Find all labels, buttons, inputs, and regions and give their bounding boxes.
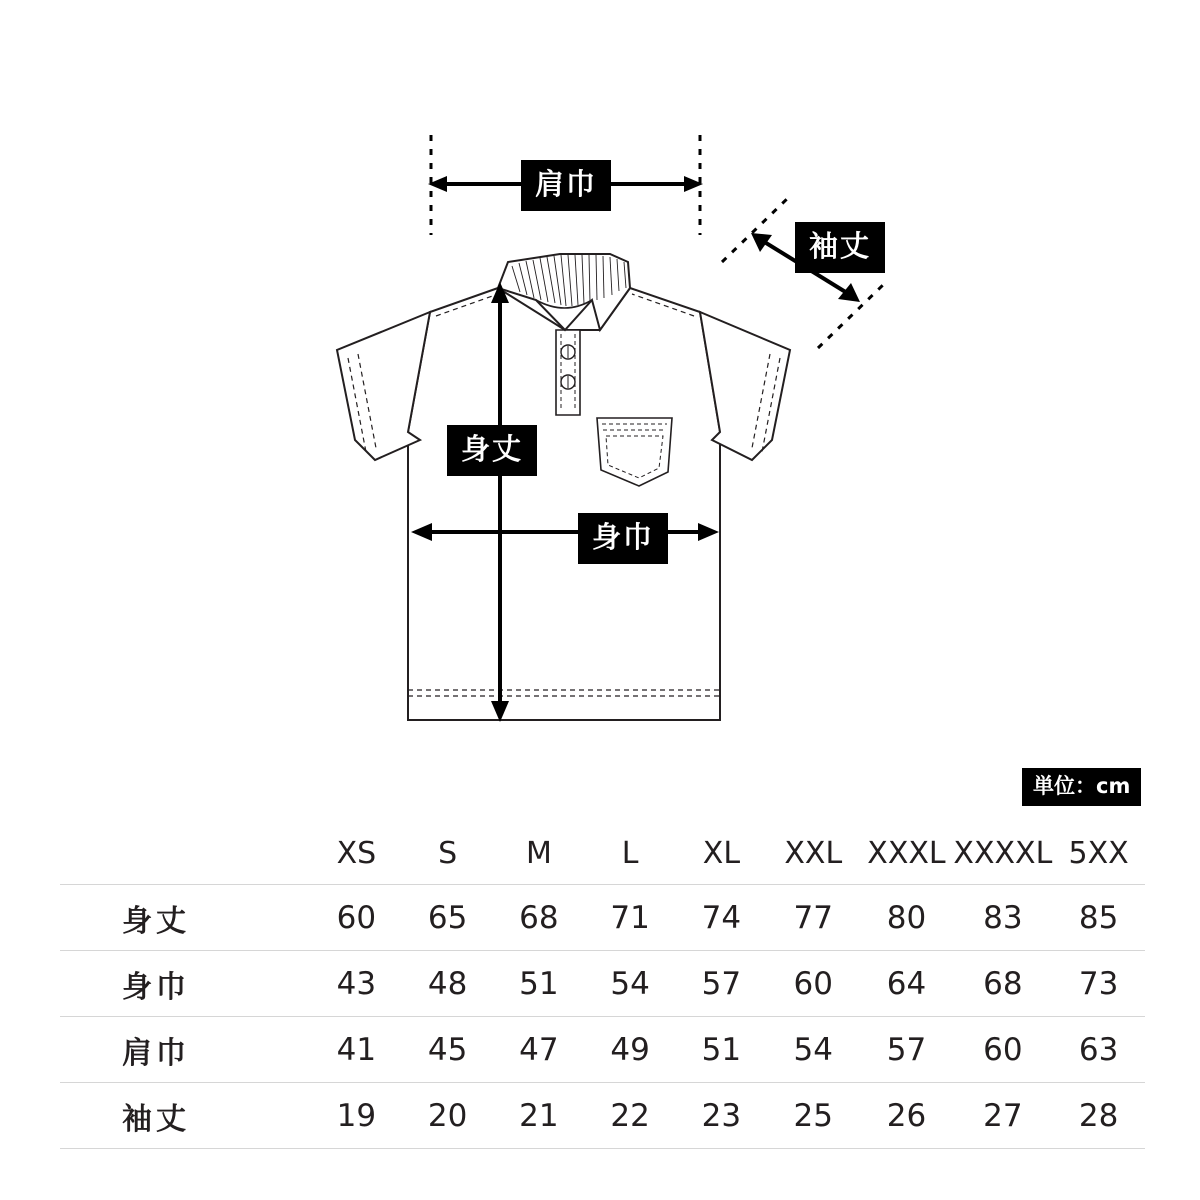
size-chart-table bbox=[60, 822, 1145, 1149]
table-row bbox=[60, 885, 1145, 951]
row-header-body-width: 身巾 bbox=[122, 969, 190, 1005]
cell-body-length-l: 71 bbox=[610, 899, 650, 936]
cell-shoulder-width-xxl: 54 bbox=[793, 1031, 833, 1068]
cell-body-length-m: 68 bbox=[519, 899, 559, 936]
cell-body-width-s: 48 bbox=[427, 965, 468, 1002]
cell-shoulder-width-l: 49 bbox=[610, 1031, 650, 1068]
cell-body-length-xxxl: 80 bbox=[886, 899, 927, 936]
column-header-xxxl: XXXL bbox=[867, 835, 946, 871]
column-header-xxxxl: XXXXL bbox=[953, 835, 1053, 871]
cell-shoulder-width-s: 45 bbox=[427, 1031, 468, 1068]
cell-body-width-l: 54 bbox=[610, 965, 650, 1002]
unit-badge: 単位：cm bbox=[1022, 768, 1141, 806]
placket bbox=[556, 330, 580, 415]
cell-sleeve-length-xxxl: 26 bbox=[886, 1097, 927, 1134]
cell-body-length-xxl: 77 bbox=[793, 899, 833, 936]
cell-body-length-s: 65 bbox=[427, 899, 468, 936]
cell-sleeve-length-xxl: 25 bbox=[793, 1097, 833, 1134]
table-row bbox=[60, 1017, 1145, 1083]
cell-body-length-xl: 74 bbox=[701, 899, 742, 936]
cell-body-width-xxl: 60 bbox=[793, 965, 833, 1002]
cell-body-width-5xx: 73 bbox=[1078, 965, 1119, 1002]
cell-body-width-xxxxl: 68 bbox=[983, 965, 1023, 1002]
cell-sleeve-length-s: 20 bbox=[427, 1097, 468, 1134]
cell-shoulder-width-xxxxl: 60 bbox=[983, 1031, 1023, 1068]
column-header-xxl: XXL bbox=[784, 835, 843, 871]
label-body-width: 身巾 bbox=[578, 513, 668, 564]
row-header-shoulder-width: 肩巾 bbox=[122, 1035, 190, 1071]
label-shoulder-width: 肩巾 bbox=[521, 160, 611, 211]
table-row bbox=[60, 1083, 1145, 1149]
cell-sleeve-length-5xx: 28 bbox=[1078, 1097, 1119, 1134]
cell-sleeve-length-l: 22 bbox=[610, 1097, 650, 1134]
cell-body-width-xl: 57 bbox=[701, 965, 742, 1002]
column-header-s: S bbox=[438, 835, 458, 871]
cell-body-length-5xx: 85 bbox=[1078, 899, 1119, 936]
cell-shoulder-width-xl: 51 bbox=[701, 1031, 742, 1068]
label-body-length: 身丈 bbox=[447, 425, 537, 476]
cell-body-width-m: 51 bbox=[519, 965, 559, 1002]
column-header-m: M bbox=[525, 835, 552, 871]
cell-sleeve-length-xxxxl: 27 bbox=[983, 1097, 1023, 1134]
cell-shoulder-width-xs: 41 bbox=[336, 1031, 377, 1068]
cell-body-length-xxxxl: 83 bbox=[983, 899, 1023, 936]
row-header-body-length: 身丈 bbox=[122, 903, 190, 939]
column-header-xs: XS bbox=[336, 835, 377, 871]
column-header-xl: XL bbox=[702, 835, 741, 871]
column-header-5xx: 5XX bbox=[1068, 835, 1129, 871]
table-row bbox=[60, 951, 1145, 1017]
cell-shoulder-width-5xx: 63 bbox=[1078, 1031, 1119, 1068]
cell-body-width-xs: 43 bbox=[336, 965, 377, 1002]
table-header-row bbox=[60, 822, 1145, 885]
cell-sleeve-length-xs: 19 bbox=[336, 1097, 377, 1134]
cell-body-length-xs: 60 bbox=[336, 899, 377, 936]
cell-shoulder-width-m: 47 bbox=[519, 1031, 559, 1068]
cell-sleeve-length-xl: 23 bbox=[701, 1097, 742, 1134]
column-header-l: L bbox=[621, 835, 639, 871]
size-table-container bbox=[60, 822, 1145, 1149]
cell-sleeve-length-m: 21 bbox=[519, 1097, 559, 1134]
cell-body-width-xxxl: 64 bbox=[886, 965, 927, 1002]
cell-shoulder-width-xxxl: 57 bbox=[886, 1031, 927, 1068]
table-corner-cell bbox=[60, 822, 311, 885]
row-header-sleeve-length: 袖丈 bbox=[122, 1101, 190, 1137]
label-sleeve-length: 袖丈 bbox=[795, 222, 885, 273]
